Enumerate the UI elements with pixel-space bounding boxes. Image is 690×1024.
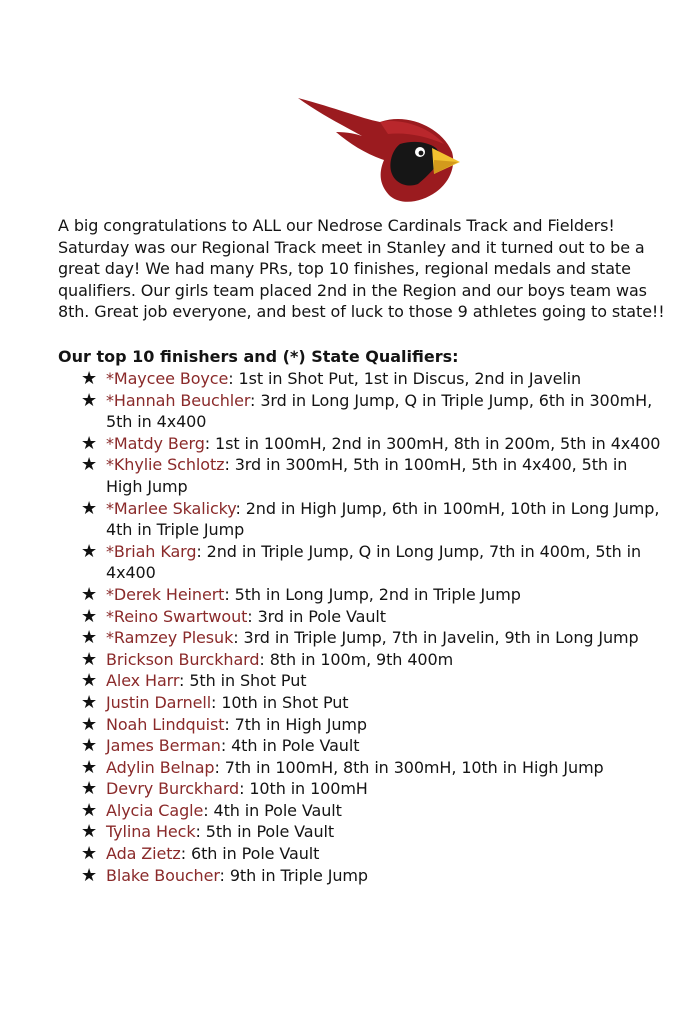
athlete-results: : 9th in Triple Jump <box>219 865 368 885</box>
finisher-item <box>76 670 666 692</box>
finisher-item <box>76 498 666 541</box>
star-bullet-icon: ★ <box>81 648 98 670</box>
finisher-item <box>76 757 666 779</box>
star-bullet-icon: ★ <box>81 368 98 389</box>
finisher-item <box>76 390 666 433</box>
athlete-results: : 1st in Shot Put, 1st in Discus, 2nd in Javelin <box>228 369 582 388</box>
athlete-results: : 3rd in Pole Vault <box>247 606 386 626</box>
star-bullet-icon: ★ <box>81 821 98 843</box>
athlete-name: Ada Zietz <box>106 844 181 864</box>
athlete-name: Justin Darnell <box>106 692 212 712</box>
athlete-results: : 3rd in Long Jump, Q in Triple Jump, 6th in 300mH, 5th in 4x400 <box>106 390 653 432</box>
finisher-item <box>76 778 666 800</box>
star-bullet-icon: ★ <box>81 778 98 800</box>
star-bullet-icon: ★ <box>81 691 98 713</box>
athlete-results: : 7th in 100mH, 8th in 300mH, 10th in High Jump <box>214 757 604 777</box>
finisher-item <box>76 843 666 865</box>
finisher-item <box>76 865 666 887</box>
star-bullet-icon: ★ <box>81 540 98 562</box>
star-bullet-icon: ★ <box>81 432 98 454</box>
star-bullet-icon: ★ <box>81 864 98 886</box>
star-bullet-icon: ★ <box>81 756 98 778</box>
finisher-item <box>76 433 666 455</box>
athlete-name: *Khylie Schlotz <box>106 455 225 475</box>
athlete-results: : 2nd in Triple Jump, Q in Long Jump, 7th in 400m, 5th in 4x400 <box>106 541 642 583</box>
athlete-results: : 1st in 100mH, 2nd in 300mH, 8th in 200m, 5th in 4x400 <box>204 433 661 453</box>
athlete-name: Alycia Cagle <box>106 800 204 820</box>
athlete-name: Noah Lindquist <box>106 714 225 734</box>
cardinal-head-icon <box>296 96 464 208</box>
finisher-item <box>76 368 666 390</box>
athlete-name: Devry Burckhard <box>106 779 240 799</box>
star-bullet-icon: ★ <box>81 389 98 411</box>
finisher-item <box>76 735 666 757</box>
finisher-item <box>76 714 666 736</box>
finisher-item <box>76 627 666 649</box>
finisher-item <box>76 649 666 671</box>
athlete-results: : 4th in Pole Vault <box>203 800 342 820</box>
finisher-item <box>76 584 666 606</box>
athlete-results: : 10th in 100mH <box>239 779 368 799</box>
athlete-results: : 5th in Pole Vault <box>195 822 335 842</box>
finisher-item <box>76 541 666 584</box>
athlete-results: : 5th in Long Jump, 2nd in Triple Jump <box>224 584 521 604</box>
star-bullet-icon: ★ <box>81 713 98 735</box>
athlete-results: : 8th in 100m, 9th 400m <box>259 649 454 669</box>
athlete-results: : 7th in High Jump <box>224 714 367 734</box>
star-bullet-icon: ★ <box>81 799 98 821</box>
star-bullet-icon: ★ <box>81 735 98 757</box>
athlete-results: : 6th in Pole Vault <box>180 844 320 864</box>
athlete-name: *Briah Karg <box>106 541 197 561</box>
finishers-heading: Our top 10 finishers and (*) State Qualifiers: <box>58 347 459 366</box>
athlete-name: *Marlee Skalicky <box>106 498 236 518</box>
finisher-item <box>76 454 666 497</box>
athlete-name: *Matdy Berg <box>106 433 205 453</box>
finisher-item <box>76 606 666 628</box>
finishers-list <box>76 368 666 886</box>
athlete-results: : 10th in Shot Put <box>211 692 349 712</box>
finisher-item <box>76 821 666 843</box>
athlete-name: *Maycee Boyce <box>106 369 229 388</box>
athlete-name: Brickson Burckhard <box>106 649 260 669</box>
athlete-name: James Berman <box>106 736 221 756</box>
athlete-name: Tylina Heck <box>106 822 196 842</box>
star-bullet-icon: ★ <box>81 670 98 692</box>
intro-paragraph: A big congratulations to ALL our Nedrose Cardinals Track and Fielders! Saturday was our Regional Track meet in Stanley and it turned out to be a great day! We had many PRs, top 10 finishes, regional medals and state qualifiers. Our girls team placed 2nd in the Region and our boys team was 8th. Great job everyone, and best of luck to those 9 athletes going to state!! <box>58 216 665 322</box>
athlete-name: Alex Harr <box>106 671 180 691</box>
star-bullet-icon: ★ <box>81 843 98 865</box>
cardinal-head-logo <box>296 96 464 208</box>
finisher-item <box>76 800 666 822</box>
athlete-results: : 2nd in High Jump, 6th in 100mH, 10th in Long Jump, 4th in Triple Jump <box>106 498 660 540</box>
star-bullet-icon: ★ <box>81 454 98 476</box>
athlete-name: *Hannah Beuchler <box>106 390 251 410</box>
star-bullet-icon: ★ <box>81 605 98 627</box>
star-bullet-icon: ★ <box>81 583 98 605</box>
athlete-results: : 3rd in Triple Jump, 7th in Javelin, 9th in Long Jump <box>233 628 639 648</box>
athlete-name: Adylin Belnap <box>106 757 215 777</box>
athlete-results: : 3rd in 300mH, 5th in 100mH, 5th in 4x400, 5th in High Jump <box>106 455 628 496</box>
athlete-name: *Derek Heinert <box>106 584 225 604</box>
athlete-results: : 4th in Pole Vault <box>220 736 360 756</box>
athlete-name: *Reino Swartwout <box>106 606 248 626</box>
star-bullet-icon: ★ <box>81 497 98 519</box>
athlete-results: : 5th in Shot Put <box>179 671 307 691</box>
star-bullet-icon: ★ <box>81 627 98 649</box>
athlete-name: *Ramzey Plesuk <box>106 628 234 648</box>
finisher-item <box>76 692 666 714</box>
athlete-name: Blake Boucher <box>106 865 220 885</box>
